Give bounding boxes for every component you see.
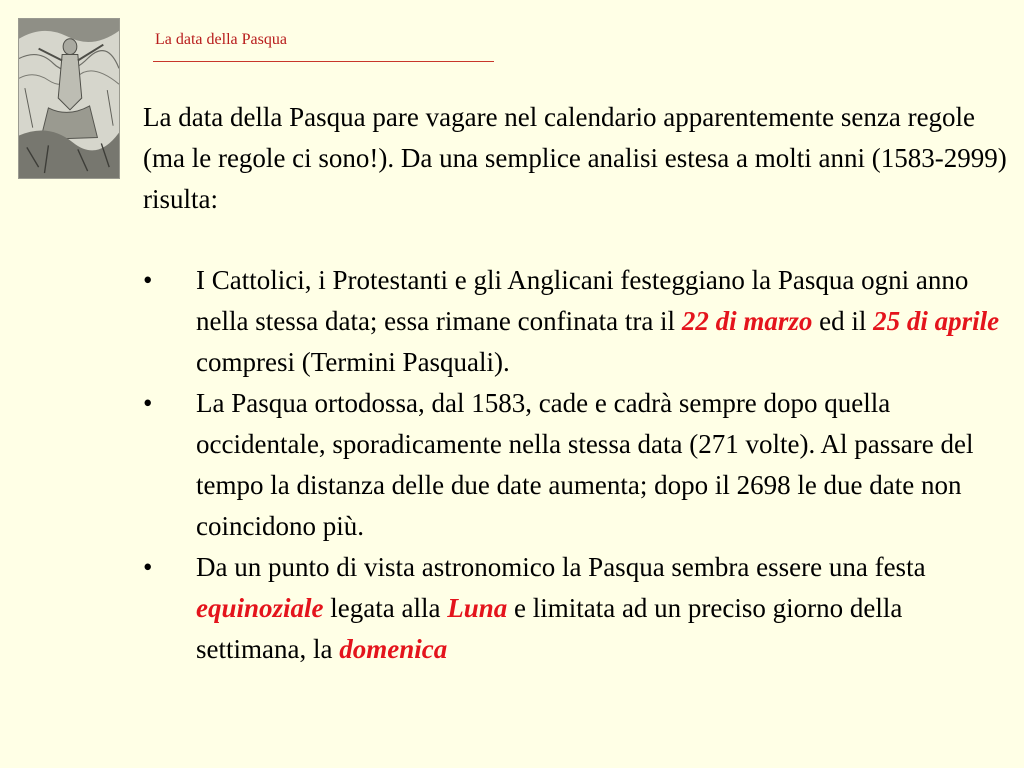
highlight-end-date: 25 di aprile [873, 306, 1000, 336]
bullet-text: Da un punto di vista astronomico la Pasqua sembra essere una festa [196, 552, 926, 582]
intro-paragraph: La data della Pasqua pare vagare nel calendario apparentemente senza regole (ma le regole ci sono!). Da una semplice analisi estesa a molti anni (1583-2999) risulta: [143, 102, 1007, 214]
bullet-text: e limitata ad un preciso giorno della settimana, la [196, 593, 903, 664]
highlight-domenica: domenica [339, 634, 448, 664]
slide-title: La data della Pasqua [155, 31, 287, 48]
bullet-list [143, 260, 1003, 670]
bullet-item [143, 260, 1003, 383]
bullet-text: La Pasqua ortodossa, dal 1583, cade e cadrà sempre dopo quella occidentale, sporadicamente nella stessa data (271 volte). Al passare del tempo la distanza delle due date aumenta; dopo il 2698 le due date non coincidono più. [196, 388, 974, 541]
bullet-marker: • [143, 388, 153, 418]
title-underline [153, 61, 494, 62]
bullet-marker: • [143, 265, 153, 295]
highlight-start-date: 22 di marzo [681, 306, 813, 336]
bullet-text: I Cattolici, i Protestanti e gli Anglicani festeggiano la Pasqua ogni anno nella stessa data; essa rimane confinata tra il [196, 265, 969, 336]
engraving-illustration [19, 19, 119, 178]
highlight-equinoziale: equinoziale [196, 593, 324, 623]
resurrection-engraving-image [18, 18, 120, 179]
bullet-text: legata alla [323, 593, 448, 623]
bullet-marker: • [143, 552, 153, 582]
bullet-text: ed il [812, 306, 874, 336]
bullet-text: compresi (Termini Pasquali). [196, 347, 510, 377]
bullet-item [143, 383, 1003, 547]
highlight-luna: Luna [447, 593, 508, 623]
bullet-item [143, 547, 1003, 670]
